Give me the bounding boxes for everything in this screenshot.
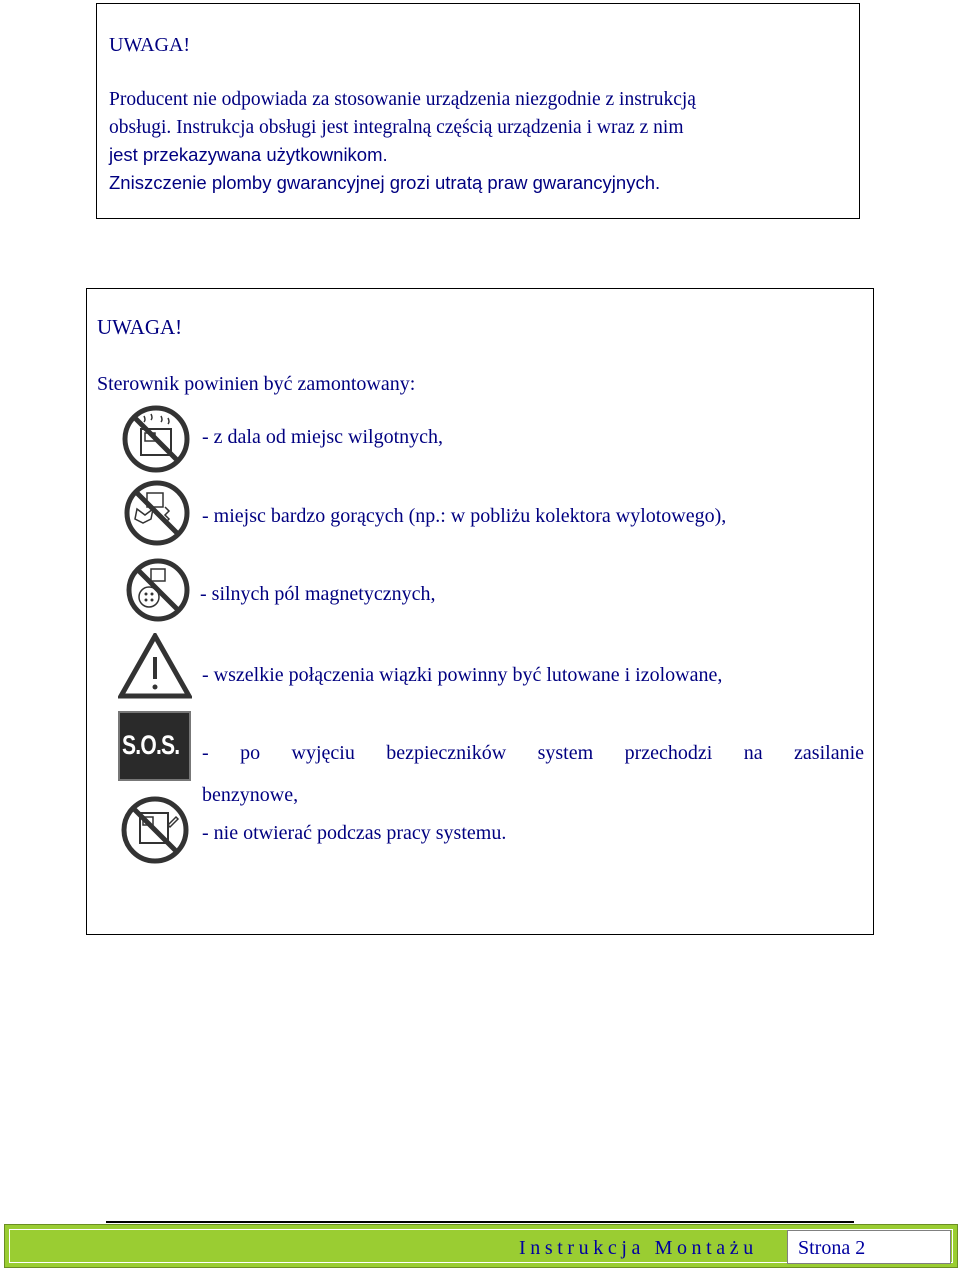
notice-line: jest przekazywana użytkownikom. (109, 144, 388, 166)
sos-icon (118, 711, 191, 781)
footer-label: Instrukcja Montażu (519, 1237, 758, 1259)
notice-line: Producent nie odpowiada za stosowanie urządzenia niezgodnie z instrukcją (109, 89, 696, 110)
page-number-box (787, 1230, 951, 1264)
no-moisture-icon (121, 404, 191, 474)
sos-label: S.O.S. (122, 730, 180, 760)
page-number: Strona 2 (798, 1237, 866, 1259)
list-item-text: - z dala od miejsc wilgotnych, (202, 426, 444, 448)
notice-intro: Sterownik powinien być zamontowany: (97, 373, 416, 395)
list-item-text: - nie otwierać podczas pracy systemu. (202, 822, 507, 844)
no-heat-icon (123, 479, 191, 547)
no-magnet-icon (125, 557, 191, 623)
notice-title: UWAGA! (97, 315, 183, 339)
notice-box-1 (96, 3, 860, 219)
notice-title: UWAGA! (109, 34, 191, 56)
list-item-text: - po wyjęciu bezpieczników system przechodzi na zasilanie (202, 742, 864, 764)
notice-box-2 (86, 288, 874, 935)
footer-divider (106, 1221, 854, 1223)
list-item-text: - silnych pól magnetycznych, (200, 583, 436, 605)
page-footer (4, 1224, 958, 1268)
list-item-text-continued: benzynowe, (202, 784, 299, 806)
no-opening-icon (120, 795, 190, 865)
list-item-text: - miejsc bardzo gorących (np.: w pobliżu kolektora wylotowego), (202, 505, 727, 527)
notice-paragraph (109, 86, 854, 196)
list-item-text: - wszelkie połączenia wiązki powinny być lutowane i izolowane, (202, 664, 723, 686)
notice-line: obsługi. Instrukcja obsługi jest integralną częścią urządzenia i wraz z nim (109, 116, 684, 138)
notice-line: Zniszczenie plomby gwarancyjnej grozi utratą praw gwarancyjnych. (109, 171, 661, 193)
warning-triangle-icon (118, 633, 192, 699)
